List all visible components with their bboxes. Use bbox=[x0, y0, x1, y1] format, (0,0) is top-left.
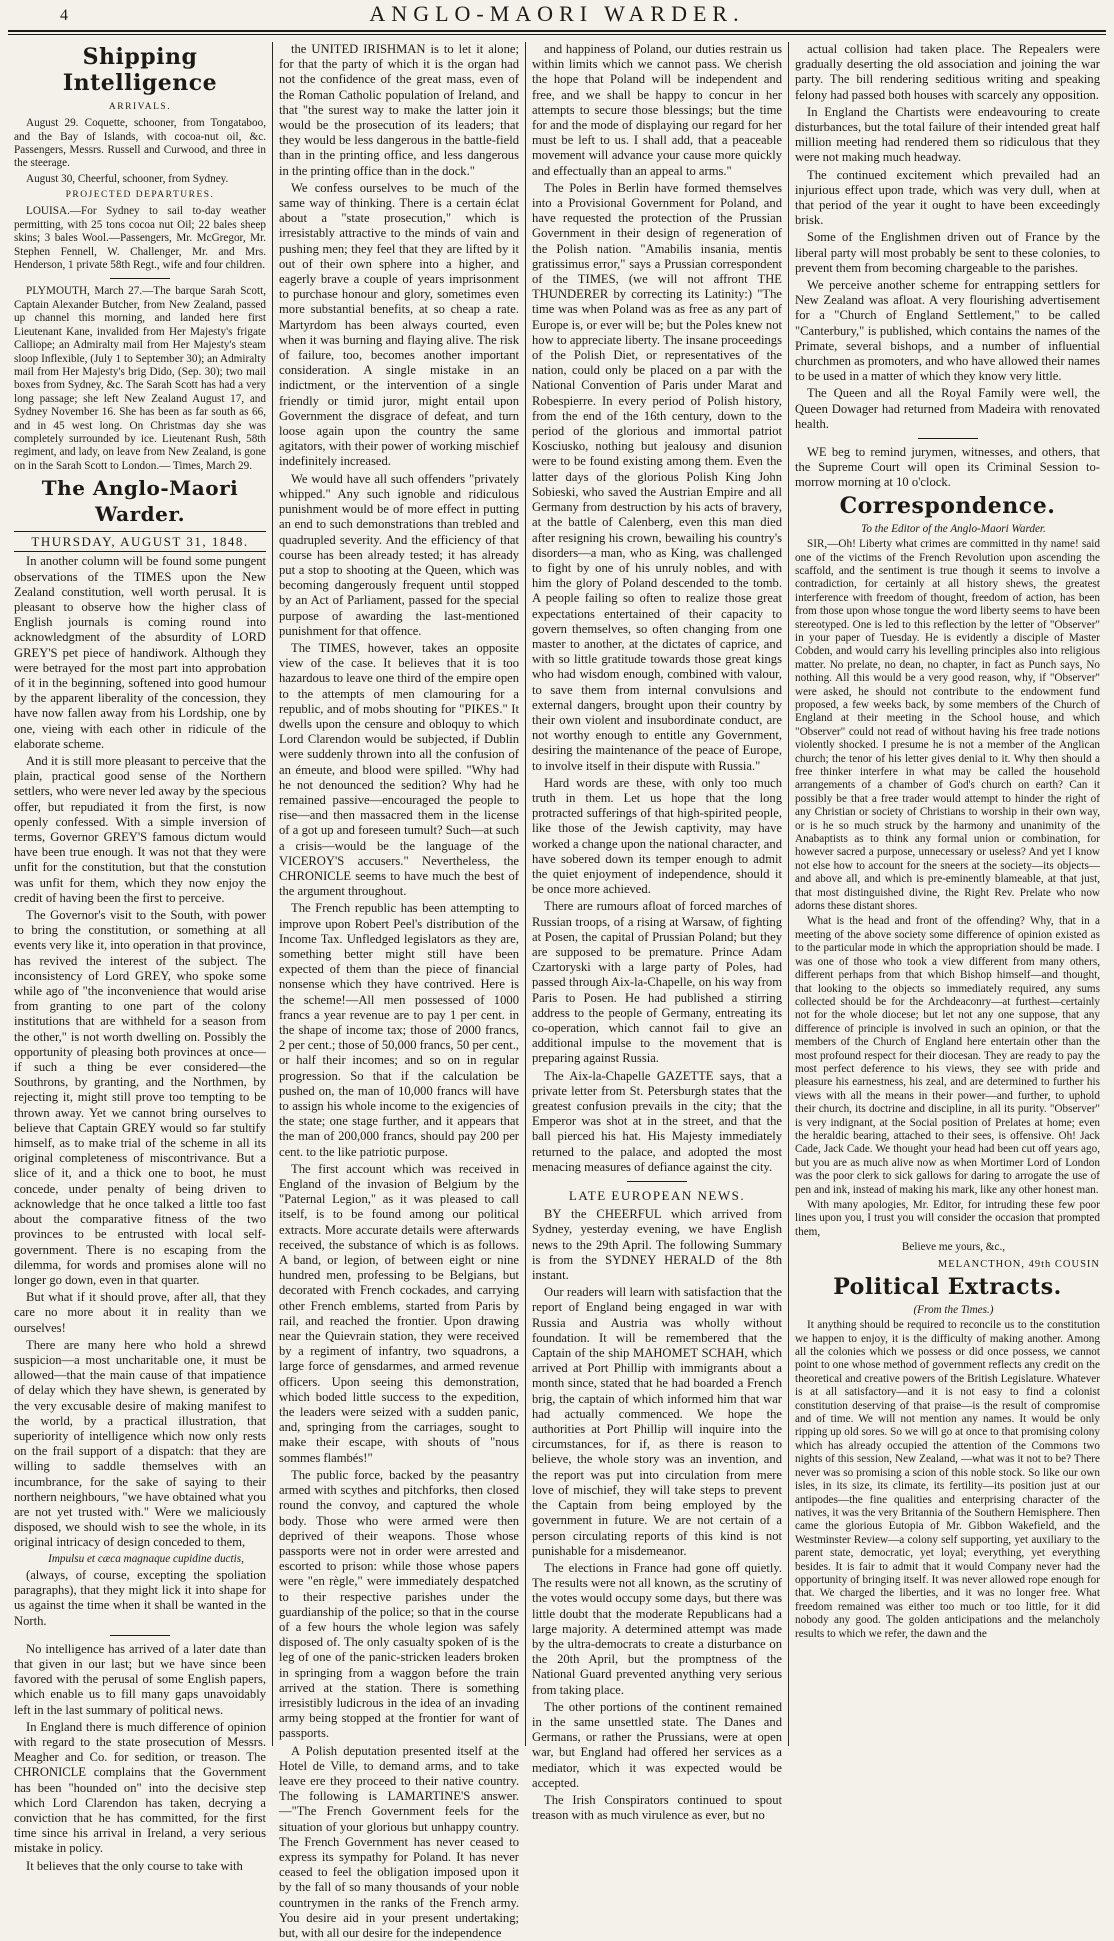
news-paragraph: Hard words are these, with only too much truth in them. Let us hope that the long protracted sufferings of that high-spirited people, like those of the Jewish captivity, may have worked a change upon the national character, and have sobered down its temper enough to admit the quiet enjoyment of independence, should it be once more achieved. bbox=[532, 775, 782, 897]
latin-quotation: Impulsu et cæca magnaque cupidine ductis, bbox=[48, 1552, 244, 1565]
column-4 bbox=[795, 42, 1100, 1748]
arrival-entry: August 29. Coquette, schooner, from Tongataboo, and the Bay of Islands, with cocoa-nut oil, &c. Passengers, Messrs. Russell and Curwood, and three in the steerage. bbox=[14, 117, 266, 170]
political-source: (From the Times.) bbox=[913, 1303, 994, 1316]
news-paragraph: No intelligence has arrived of a later date than that given in our last; but we have since been favored with the perusal of some English papers, which enable us to fill many gaps unavoidably left in the last summary of political news. bbox=[14, 1641, 266, 1717]
news-paragraph: The TIMES, however, takes an opposite view of the case. It believes that it is too hazardous to leave one third of the empire open to the attempts of men clamouring for a republic, and of mobs shouting for "PIKES." It dwells upon the censure and obloquy to which Lord Clarendon would be subjected, if Dublin were suddenly thrown into all the confusion of an émeute, and blood were spilled. "Why had he not denounced the sedition? Why had he remained passive—encouraged the people to rise—and then massacred them in the license of a got up and foreseen tumult? Such—at such a crisis—would be the language of the VICEROY'S accusers." Nevertheless, the CHRONICLE seems to have much the best of the argument throughout. bbox=[279, 640, 519, 899]
news-paragraph: There are rumours afloat of forced marches of Russian troops, of a rising at Warsaw, of fighting at Posen, the capital of Prussian Poland; but they are supposed to be premature. Prince Adam Czartoryski with a large party of Poles, had passed through Aix-la-Chapelle, on his way from Paris to Posen. He had published a stirring address to the people of Germany, entreating its co-operation, which cannot fail to give an additional impulse to the movement that is preparing against Russia. bbox=[532, 899, 782, 1066]
masthead-rule-thin bbox=[8, 34, 1106, 35]
news-paragraph: We would have all such offenders "privately whipped." Any such ignoble and ridiculous punishment would be of more effect in putting an end to such demonstrations than trebled and quadrupled severity. And the efficiency of that course has been already tested; it has already put a stop to shooting at the Queen, which was becoming dangerously frequent until stopped by an Act of Parliament, passed for the special purpose of awarding the last-mentioned punishment for that offence. bbox=[279, 471, 519, 638]
departures-heading: PROJECTED DEPARTURES. bbox=[65, 190, 215, 201]
news-paragraph: The Queen and all the Royal Family were well, the Queen Dowager had returned from Madeira with renovated health. bbox=[795, 386, 1100, 431]
arrivals-heading: ARRIVALS. bbox=[108, 102, 172, 112]
shipping-intelligence-heading: Shipping Intelligence bbox=[62, 44, 218, 96]
political-extracts-heading: Political Extracts. bbox=[833, 1273, 1062, 1300]
divider bbox=[627, 1181, 687, 1182]
divider bbox=[110, 1635, 170, 1636]
page-number: 4 bbox=[60, 7, 68, 24]
letter-address: To the Editor of the Anglo-Maori Warder. bbox=[861, 522, 1046, 535]
news-paragraph: The French republic has been attempting to improve upon Robert Peel's distribution of the Income Tax. Unfledged legislators as they are, something better might still have been expected of them than the piece of financial nonsense which they have contrived. Here is the scheme!—All men possessed of 1000 francs a year revenue are to pay 1 per cent. in the shape of income tax; those of 2000 francs, 2 per cent.; those of 50,000 francs, 50 per cent., or half their incomes; and so on in regular progression. So that if the calculation be pushed on, the man of 10,000 francs will have to assign his whole income to the exigencies of the state; one stage further, and it appears that the man of 200,000 francs, should pay 200 per cent. to the like patriotic purpose. bbox=[279, 901, 519, 1159]
news-paragraph: and happiness of Poland, our duties restrain us within limits which we cannot pass. We cherish the hope that Poland will be independent and free, and we shall be happy to concur in her attempts to secure those blessings; but the time for and the mode of displaying our regard for her must be left to us. I shall add, that a peaceable movement will advance your cause more quickly and effectually than an appeal to arms." bbox=[532, 42, 782, 178]
masthead-rule bbox=[8, 30, 1106, 32]
news-paragraph: The public force, backed by the peasantry armed with scythes and pitchforks, then closed round the convoy, and captured the whole body. Those who were armed were then deprived of their weapons. Those whose passports were not in order were arrested and escorted to prison: while those whose papers were "en règle," were immediately despatched to their respective parishes under the guardianship of the police; so that in the course of a few hours the whole legion was safely disposed of. The only casualty spoken of is the leg of one of the panic-stricken leaders broken in springing from a waggon before the train arrived at the station. There is something irresistibly ludicrous in the idea of an invading army being stopped at the frontier for want of passports. bbox=[279, 1467, 519, 1741]
dateline: THURSDAY, AUGUST 31, 1848. bbox=[14, 531, 266, 552]
leader-paragraph: In another column will be found some pungent observations of the TIMES upon the New Zealand constitution, well worth perusal. It is pleasant to observe how the higher class of English journals is coming round into acknowledgment of the absurdity of LORD GREY'S pet piece of handiwork. Although they were betrayed for the most part into approbation of it in the beginning, softened into good humour by the apparent liberality of the concession, they have now fallen away from his Lordship, one by one, vieing with each other in ridicule of the elaborate scheme. bbox=[14, 554, 266, 751]
news-paragraph: The Aix-la-Chapelle GAZETTE says, that a private letter from St. Petersburgh states that the greatest confusion prevails in the city; that the Emperor was shot at in the street, and that the ball pierced his hat. His Majesty immediately returned to the palace, and adopted the most menacing measures of defiance against the city. bbox=[532, 1068, 782, 1174]
court-notice: WE beg to remind jurymen, witnesses, and others, that the Supreme Court will open its Criminal Session to-morrow morning at 10 o'clock. bbox=[795, 445, 1100, 490]
newspaper-masthead-title: ANGLO-MAORI WARDER. bbox=[369, 1, 745, 26]
paper-title: The Anglo-Maori Warder. bbox=[41, 476, 239, 527]
news-paragraph: We confess ourselves to be much of the same way of thinking. There is a certain éclat about a "state prosecution," which is irresistably attractive to the minds of vain and pushing men; they feel that they are lifted by it out of their own sphere into a higher, and eagerly brave a couple of years imprisonment to purchase honour and glory, sometimes even more substantial benefits, at so cheap a rate. Martyrdom has been always courted, even when it was burning and flaying alive. The risk of failure, too, becomes another important consideration. A single mistake in an indictment, or the intervention of a single friendly or timid juror, might entail upon Government the disgrace of defeat, and turn loose again upon the country the same agitators, with their power of working mischief indefinitely increased. bbox=[279, 180, 519, 469]
letter-paragraph: With many apologies, Mr. Editor, for intruding these few poor lines upon you, I trust you will consider the occasion that prompted them, bbox=[795, 1199, 1100, 1238]
leader-paragraph: And it is still more pleasant to perceive that the plain, practical good sense of the Northern settlers, who were never led away by the specious offer, but repudiated it from the first, is now openly confessed. With a simple inversion of terms, Governor GREY'S famous dictum would have been true enough. It was not that they were unfit for the constitution, but that the constution was unfit for them, which they now enjoy the credit of having been the first to perceive. bbox=[14, 754, 266, 905]
news-paragraph: The Irish Conspirators continued to spout treason with as much virulence as ever, but no bbox=[532, 1792, 782, 1823]
column-2 bbox=[279, 42, 519, 1940]
correspondence-heading: Correspondence. bbox=[839, 492, 1056, 519]
news-paragraph: BY the CHEERFUL which arrived from Sydney, yesterday evening, we have English news to the 29th April. The following Summary is from the SYDNEY HERALD of the 8th instant. bbox=[532, 1207, 782, 1283]
plymouth-report: PLYMOUTH, March 27.—The barque Sarah Scott, Captain Alexander Butcher, from New Zealand, passed up channel this morning, and landed here first Lieutenant Kane, invalided from Her Majesty's frigate Calliope; an Admiralty mail from Her Majesty's steam sloop Inflexible, (July 1 to September 30); an Admiralty mail from Her Majesty's brig Dido, (Sep. 30); two mail boxes from Sydney, &c. The Sarah Scott has had a very long passage; she left New Zealand August 17, and Sydney November 16. She has been as far south as 66, and in 45 west long. On Christmas day she was completely surrounded by ice. Lieutenant Rush, 58th regiment, and lady, on leave from New Zealand, is gone on in the Sarah Scott to London.— Times, March 29. bbox=[14, 285, 266, 472]
news-paragraph: The continued excitement which prevailed had an injurious effect upon trade, which was very dull, when at that period of the year it ought to have been exceedingly brisk. bbox=[795, 167, 1100, 228]
news-paragraph: A Polish deputation presented itself at the Hotel de Ville, to demand arms, and to take leave ere they proceed to their native country. The following is LAMARTINE'S answer.—"The French Government feels for the situation of your glorious but unhappy country. The French Government has never ceased to express its sympathy for Poland. It has never ceased to feel the obligation imposed upon it by the fall of so many thousands of your noble countrymen in the ranks of the French army. You desire aid in your present undertaking; but, with all our desire for the independence bbox=[279, 1743, 519, 1940]
news-paragraph: The first account which was received in England of the invasion of Belgium by the "Paternal Legion," as it was pleased to call itself, is to be found among our political extracts. More accurate details were afterwards received, the substance of which is as follows. A band, or legion, of between eight or nine hundred men, professing to be Belgians, but decorated with French cockades, and carrying other French emblems, started from Paris by rail, and reached the frontier. Upon drawing near the Quievrain station, they were received by a regiment of infantry, two squadrons, a large force of gensdarmes, and armed revenue officers. Upon seeing this demonstration, which boded little success to the expedition, the leaders were seized with a sudden panic, and, springing from the carriages, sought to make their escape, with shouts of "nous sommes flambés!" bbox=[279, 1161, 519, 1465]
column-rule bbox=[272, 42, 273, 1746]
news-paragraph: In England the Chartists were endeavouring to create disturbances, but the total failure of their intended great half million meeting had rendered them so ridiculous that they were not making much headway. bbox=[795, 104, 1100, 165]
news-paragraph: In England there is much difference of opinion with regard to the state prosecution of Messrs. Meagher and Co. for sedition, or treason. The CHRONICLE complains that the Government has been "hounded on" into the decisive step which Lord Clarendon has taken, decrying a conviction that he has committed, for the first time since his arrival in Ireland, a very serious mistake in policy. bbox=[14, 1719, 266, 1856]
political-paragraph: It anything should be required to reconcile us to the constitution we happen to enjoy, it is the difficulty of making another. Among all the colonies which we possess or did once possess, we cannot point to one whose method of government reflects any credit on the theoretical and creative powers of the British Legislature. Whatever is at all satisfactory—and it is not easy to find a colonist constitution deserving of that praise—is the result of compromise and of time. We will not mention any names. It would be only ripping up old sores. So we will go at once to that promising colony which has already occupied the attention of the Commons two nights of this session, New Zealand, —what was it not to be? There never was so promising a scion of this noble stock. So like our own isles, in its size, its climate, its fertility—its position just at our antipodes—the fine qualities and enterprising character of the natives, it was the very Britannia of the Southern Hemisphere. Then came the glorious Eutopia of Mr. Gibbon Wakefield, and the Westminster Review—a colony self supporting, yet auxiliary to the parent state, democratic, yet loyal; everything, yet everything besides. It is fair to admit that it would Company never had the opportunity of bringing itself. It was never allowed rope enough for that. We charged the liberties, and it was no longer free. What freedom remained was either too much or too little, for it did nobody any good. The golden anticipations and the melancholy results to which we refer, the dawn and the bbox=[795, 1319, 1100, 1640]
news-paragraph: actual collision had taken place. The Repealers were gradually deserting the old association and joining the war party. The bill rendering seditious writing and speaking felony had passed both houses with scarcely any opposition. bbox=[795, 42, 1100, 102]
news-paragraph: The elections in France had gone off quietly. The results were not all known, as the scrutiny of the votes would occupy some days, but there was little doubt that the moderate Republicans had a large majority. A determined attempt was made by the ultra-democrats to create a disturbance on the 20th April, but the promptness of the National Guard prevented anything very serious from taking place. bbox=[532, 1560, 782, 1697]
letter-paragraph: What is the head and front of the offending? Why, that in a meeting of the above society some difference of opinion existed as to the particular mode in which the appropriation should be made. I was one of those who took a view different from many others, different perhaps from that which Bishop himself—and thought, that looking to the objects so immediately required, any sums collected should be for the Archdeaconry—at furthest—certainly not for the whole diocese; but let not any one suppose, that any difference of principle is involved in such an opinion, or that the members of the Church of England here entertain other than the most profound respect for their diocesan. They are ready to pay the most perfect deference to his views, they see with pride and pleasure his earnestness, his zeal, and are determined to further his views with all the means in their power—and further, to uphold their church, its doctrine and discipline, in all its purity. "Observer" is very indignant, at the Social position of Prelates at home; even the heraldic bearing, attached to their sees, is offensive. Oh! Jack Cade, Jack Cade. We thought your head had been cut off years ago, but you are as much alive now as when Mortimer Lord of London was the poor clerk to sick gallows for daring to arrogate the use of pen and ink, instead of making his mark, like any other honest man. bbox=[795, 915, 1100, 1196]
column-rule bbox=[788, 42, 789, 1746]
divider bbox=[918, 438, 978, 439]
news-paragraph: We perceive another scheme for entrapping settlers for New Zealand was afloat. A very flourishing advertisement for a "Church of England Settlement," to be called "Canterbury," is published, which contains the names of the Primate, several bishops, and a number of influential churchmen as promoters, and who have allowed their names to be used in a matter of which they know very little. bbox=[795, 278, 1100, 384]
divider bbox=[110, 278, 170, 279]
column-1 bbox=[14, 42, 266, 1873]
arrival-entry: August 30, Cheerful, schooner, from Sydney. bbox=[26, 172, 229, 185]
column-rule bbox=[525, 42, 526, 1746]
news-paragraph: Our readers will learn with satisfaction that the report of England being engaged in war with Russia and Austria was wholly without foundation. It will be remembered that the Captain of the ship MAHOMET SCHAH, which arrived at Port Phillip with immigrants about a month since, stated that he had boarded a French brig, the captain of which informed him that war had actually commenced. We hope the authorities at Port Phillip will inquire into the circumstances, for if, as there is reason to believe, the whole story was an invention, and the report was put into circulation from mere love of mischief, they will take steps to prevent the Captain from being employed by the government in future. We are not certain of a person circulating reports of this kind is not punishable for a misdemeanor. bbox=[532, 1285, 782, 1558]
column-3 bbox=[532, 42, 782, 1823]
letter-signature: MELANCTHON, 49th COUSIN bbox=[937, 1258, 1100, 1270]
leader-paragraph: The Governor's visit to the South, with power to bring the constitution, or something at all events very like it, into operation in that province, has revived the interest of the subject. The inconsistency of Lord GREY, who spoke some while ago of "the inconvenience that would arise from granting to one part of the colony institutions that are withheld for a season from the other," is not worth dwelling on. Possibly the opportunity of pleasing both provinces at once—if such a thing be ever considered—the Southrons, by granting, and the Northmen, by rejecting it, might still prove too tempting to be thrown away. Yet we cannot bring ourselves to believe that Captain GREY would so far stultify himself, as to make trial of the scheme in all its original completeness of miscontrivance. But a slice of it, and a thick one to boot, he must concede, under penalty of being driven to acknowledge that he once talked a little too fast about the comparative fitness of the two provinces to be entrusted with local self-government. There is no escaping from the dilemma, for words and promises alone will no longer go down, even in that quarter. bbox=[14, 908, 266, 1287]
leader-paragraph: (always, of course, excepting the spoliation paragraphs), that they might lick it into shape for us against the time when it shall be wanted in the North. bbox=[14, 1567, 266, 1628]
news-paragraph: the UNITED IRISHMAN is to let it alone; for that the party of which it is the organ had not the confidence of the great mass, even of the Roman Catholic population of Ireland, and that "the surest way to make the latter join it would be the prosecution of its leaders; that they would be less dangerous in the battle-field than in the printing office, and less dangerous in the printing office than in the dock." bbox=[279, 42, 519, 178]
letter-closing: Believe me yours, &c., bbox=[901, 1241, 1006, 1254]
late-european-news-heading: LATE EUROPEAN NEWS. bbox=[568, 1188, 746, 1204]
news-paragraph: Some of the Englishmen driven out of France by the liberal party will most probably be sent to these colonies, to prevent them from becoming chargeable to the parishes. bbox=[795, 230, 1100, 275]
leader-paragraph: There are many here who hold a shrewd suspicion—a most uncharitable one, it must be allowed—that the main cause of that impatience of delay which they have shewn, is generated by the very excusable desire of making manifest to the world, by a practical illustration, that superiority of intelligence which now only rests on the frail support of a dispatch: that they are willing to saddle themselves with an incumbrance, for the sake of saying to their northern neighbours, "we have obtained what you are not yet trusted with." Were we maliciously disposed, we should wish to see the whole, in its original intricacy of design conceded to them, bbox=[14, 1337, 266, 1550]
masthead bbox=[0, 0, 1114, 28]
letter-paragraph: SIR,—Oh! Liberty what crimes are committed in thy name! said one of the victims of the French Revolution upon ascending the scaffold, and the sentiment is true though it seems to involve a contradiction, for certainly at all history shews, the greatest interference with freedom of thought, freedom of action, has been from those upon whose tongue the word liberty seems to have been stereotyped. One is led to this reflection by the letter of "Observer" in your paper of Tuesday. He is evidently a disciple of Master Cobden, and would carry his levelling principles also into religious matter. No prelate, no dean, no chapter, in fact as Punch says, No nothing. All this would be a very good reason, why, if "Observer" were asked, he should not contribute to the endowment fund proposed, a few weeks back, by some members of the Church of England at their meeting in the School house, and which "Observer" could not read of without having his free trade notions violently shocked. I presume he is not a member of the Anglican church; the tenor of his letter gives denial to it. Why then should a free thinker interfere in what may be called the household arrangements of a chamber of God's church on earth? Can it possibly be that a free trader would attempt to hinder the right of any Christian or society of Christians to worship in their own way, or is he so much struck by the harmony and unanimity of the Anabaptists as to think any formal union or combination, for however sacred a purpose, unnecessary or useless? And yet I know not else how to account for the sneers at the society—its objects—and above all, and which is pre-eminently blameable, at that just, that most distinguished divine, the Right Rev. Prelate who now adorns these distant shores. bbox=[795, 538, 1100, 913]
news-paragraph: It believes that the only course to take with bbox=[26, 1858, 243, 1873]
departure-entry: LOUISA.—For Sydney to sail to-day weather permitting, with 25 tons cocoa nut Oil; 22 bales sheep skins; 3 bales Wool.—Passengers, Mr. McGregor, Mr. Stephen Fennell, W. Challenger, Mr. and Mrs. Henderson, 1 private 58th Regt., wife and four children. bbox=[14, 205, 266, 272]
news-paragraph: The Poles in Berlin have formed themselves into a Provisional Government for Poland, and have requested the protection of the Prussian Government in their design of regeneration of the Polish nation. "Amabilis insania, mentis gratissimus error," says a Prussian correspondent of the TIMES, (we will not affront THE THUNDERER by correcting its Latinity:) "The time was when Poland was as free as any part of Europe is, or ever will be; but the Poles knew not how to appreciate liberty. The insane proceedings of the Polish Diet, or representatives of the nation, could only be placed on a par with the National Convention of Paris under Marat and Robespierre. In every period of Polish history, from the end of the 16th century, down to the period of the glorious and immortal patriot Kosciusko, nothing but jealousy and disunion were to be found existing among them. Even the latter days of the glorious Polish King John Sobieski, who saved the Austrian Empire and all Germany from destruction by his acts of bravery, at the battle of Calenberg, even this man died after resigning his crown, bewailing his country's disorders—a man, who as King, was challenged to fight by one of his unruly nobles, and with him the glory of Poland descended to the tomb. A people failing so often to realize those great expectations entertained of their capacity to govern themselves, so often changing from one master to another, at the dictates of caprice, and with so little gratitude towards those great kings who had wisdom enough, combined with valour, to save them from internal convulsions and external dangers, brought upon their country by their own violent and insubordinate conduct, are not worthy enough to entitle any Government, desiring the maintenance of the peace of Europe, to involve itself in their dispute with Russia." bbox=[532, 180, 782, 773]
news-paragraph: The other portions of the continent remained in the same unsettled state. The Danes and Germans, or rather the Prussians, were at open war, but England had offered her services as a mediator, which it was expected would be accepted. bbox=[532, 1699, 782, 1790]
leader-paragraph: But what if it should prove, after all, that they care no more about it in reality than we ourselves! bbox=[14, 1290, 266, 1335]
